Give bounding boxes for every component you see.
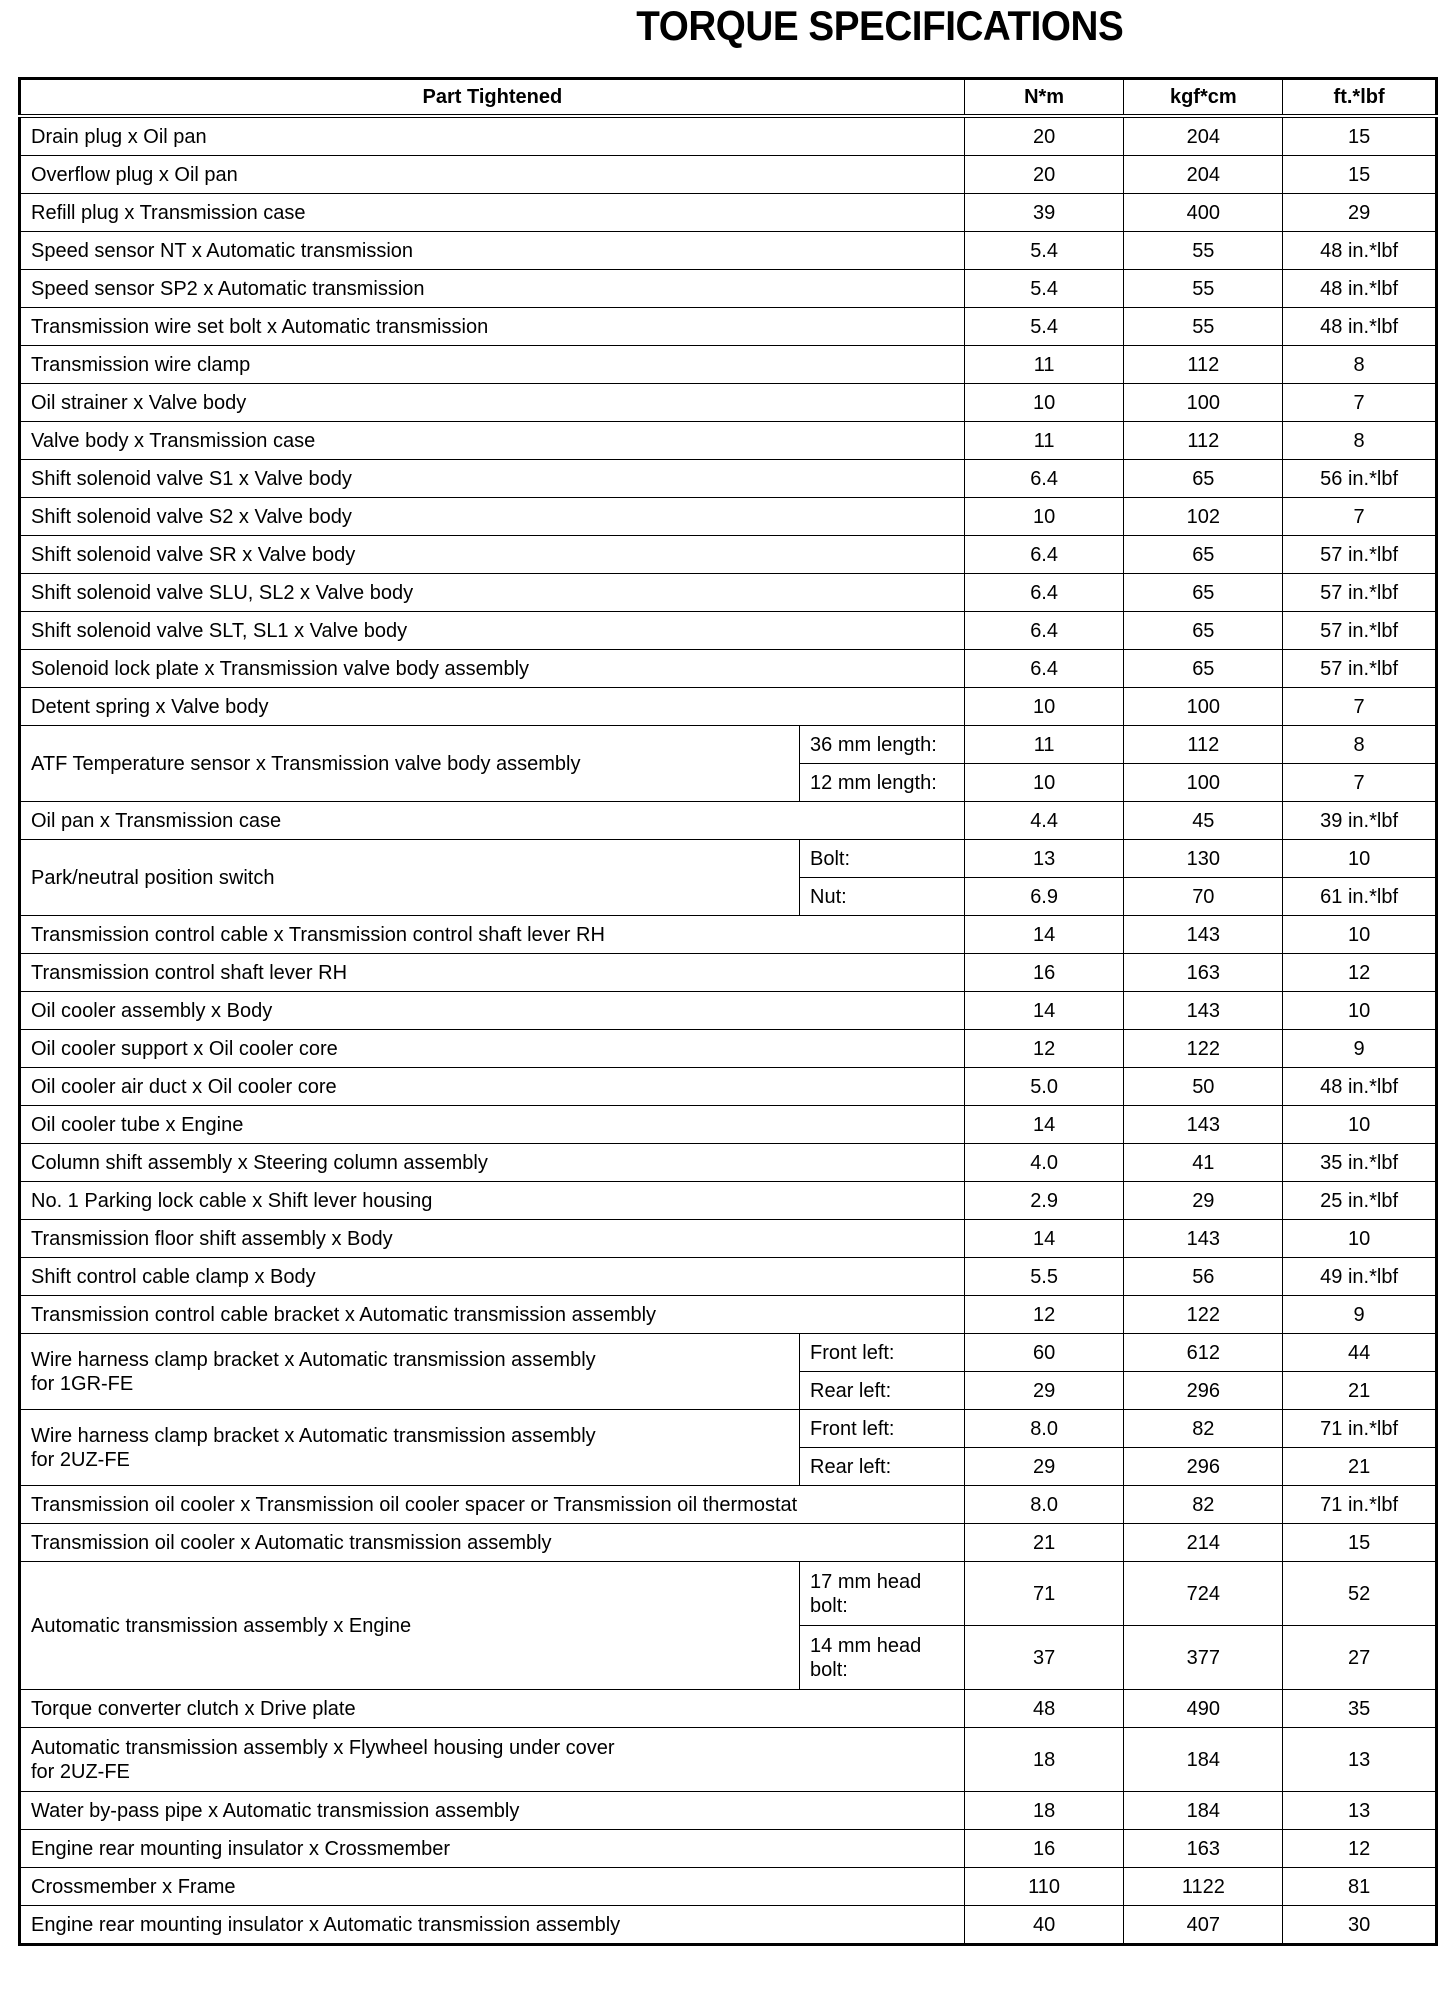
table-row <box>20 498 1437 536</box>
kgf-cm-value-cell: 122 <box>1124 1296 1283 1334</box>
table-body <box>20 116 1437 1945</box>
ft-lbf-value-cell: 10 <box>1283 916 1437 954</box>
ft-lbf-value-cell: 35 in.*lbf <box>1283 1144 1437 1182</box>
kgf-cm-value-cell: 45 <box>1124 802 1283 840</box>
ft-lbf-value-cell: 8 <box>1283 422 1437 460</box>
kgf-cm-value-cell: 50 <box>1124 1068 1283 1106</box>
ft-lbf-value-cell: 10 <box>1283 992 1437 1030</box>
part-tightened-cell: Shift solenoid valve SLT, SL1 x Valve body <box>20 612 965 650</box>
part-tightened-cell: Engine rear mounting insulator x Automatic transmission assembly <box>20 1906 965 1945</box>
part-tightened-cell: ATF Temperature sensor x Transmission valve body assembly <box>20 726 800 802</box>
table-row <box>20 1296 1437 1334</box>
kgf-cm-value-cell: 65 <box>1124 536 1283 574</box>
kgf-cm-value-cell: 204 <box>1124 116 1283 156</box>
table-row <box>20 1906 1437 1945</box>
nm-value-cell: 16 <box>964 1830 1124 1868</box>
kgf-cm-value-cell: 143 <box>1124 1106 1283 1144</box>
kgf-cm-value-cell: 214 <box>1124 1524 1283 1562</box>
ft-lbf-value-cell: 49 in.*lbf <box>1283 1258 1437 1296</box>
ft-lbf-value-cell: 25 in.*lbf <box>1283 1182 1437 1220</box>
kgf-cm-value-cell: 82 <box>1124 1486 1283 1524</box>
torque-spec-table <box>18 77 1438 1946</box>
nm-value-cell: 60 <box>964 1334 1124 1372</box>
sub-condition-cell: 12 mm length: <box>800 764 965 802</box>
part-tightened-cell: Overflow plug x Oil pan <box>20 156 965 194</box>
table-row <box>20 384 1437 422</box>
kgf-cm-value-cell: 55 <box>1124 270 1283 308</box>
part-tightened-cell: Automatic transmission assembly x Flywheel housing under cover for 2UZ-FE <box>20 1728 965 1792</box>
ft-lbf-value-cell: 9 <box>1283 1296 1437 1334</box>
part-tightened-cell: Speed sensor SP2 x Automatic transmission <box>20 270 965 308</box>
part-tightened-cell: Oil cooler support x Oil cooler core <box>20 1030 965 1068</box>
kgf-cm-value-cell: 65 <box>1124 650 1283 688</box>
part-tightened-cell: Oil cooler assembly x Body <box>20 992 965 1030</box>
ft-lbf-value-cell: 52 <box>1283 1562 1437 1626</box>
nm-value-cell: 11 <box>964 422 1124 460</box>
table-row <box>20 346 1437 384</box>
nm-value-cell: 14 <box>964 916 1124 954</box>
part-tightened-cell: Oil cooler air duct x Oil cooler core <box>20 1068 965 1106</box>
nm-value-cell: 13 <box>964 840 1124 878</box>
nm-value-cell: 6.9 <box>964 878 1124 916</box>
table-row <box>20 156 1437 194</box>
part-tightened-cell: Shift solenoid valve S2 x Valve body <box>20 498 965 536</box>
nm-value-cell: 12 <box>964 1030 1124 1068</box>
table-row <box>20 1410 1437 1448</box>
table-row <box>20 1792 1437 1830</box>
table-row <box>20 802 1437 840</box>
ft-lbf-value-cell: 7 <box>1283 764 1437 802</box>
header-nm: N*m <box>964 79 1124 117</box>
part-tightened-cell: Shift solenoid valve SLU, SL2 x Valve body <box>20 574 965 612</box>
ft-lbf-value-cell: 10 <box>1283 1220 1437 1258</box>
nm-value-cell: 39 <box>964 194 1124 232</box>
kgf-cm-value-cell: 122 <box>1124 1030 1283 1068</box>
ft-lbf-value-cell: 81 <box>1283 1868 1437 1906</box>
nm-value-cell: 6.4 <box>964 574 1124 612</box>
table-row <box>20 688 1437 726</box>
ft-lbf-value-cell: 10 <box>1283 1106 1437 1144</box>
kgf-cm-value-cell: 400 <box>1124 194 1283 232</box>
ft-lbf-value-cell: 15 <box>1283 156 1437 194</box>
nm-value-cell: 10 <box>964 688 1124 726</box>
ft-lbf-value-cell: 21 <box>1283 1372 1437 1410</box>
nm-value-cell: 21 <box>964 1524 1124 1562</box>
page-title: TORQUE SPECIFICATIONS <box>636 2 1124 49</box>
nm-value-cell: 8.0 <box>964 1486 1124 1524</box>
kgf-cm-value-cell: 100 <box>1124 384 1283 422</box>
ft-lbf-value-cell: 12 <box>1283 1830 1437 1868</box>
nm-value-cell: 11 <box>964 726 1124 764</box>
table-row <box>20 612 1437 650</box>
ft-lbf-value-cell: 30 <box>1283 1906 1437 1945</box>
kgf-cm-value-cell: 65 <box>1124 612 1283 650</box>
part-tightened-cell: Wire harness clamp bracket x Automatic transmission assembly for 2UZ-FE <box>20 1410 800 1486</box>
kgf-cm-value-cell: 112 <box>1124 422 1283 460</box>
nm-value-cell: 10 <box>964 384 1124 422</box>
ft-lbf-value-cell: 9 <box>1283 1030 1437 1068</box>
part-tightened-cell: Automatic transmission assembly x Engine <box>20 1562 800 1690</box>
part-tightened-cell: Transmission oil cooler x Automatic transmission assembly <box>20 1524 965 1562</box>
kgf-cm-value-cell: 163 <box>1124 954 1283 992</box>
nm-value-cell: 14 <box>964 992 1124 1030</box>
nm-value-cell: 11 <box>964 346 1124 384</box>
part-tightened-cell: Shift control cable clamp x Body <box>20 1258 965 1296</box>
kgf-cm-value-cell: 55 <box>1124 308 1283 346</box>
kgf-cm-value-cell: 184 <box>1124 1728 1283 1792</box>
ft-lbf-value-cell: 15 <box>1283 116 1437 156</box>
nm-value-cell: 37 <box>964 1626 1124 1690</box>
part-tightened-cell: Engine rear mounting insulator x Crossmember <box>20 1830 965 1868</box>
part-tightened-cell: Shift solenoid valve S1 x Valve body <box>20 460 965 498</box>
sub-condition-cell: 14 mm head bolt: <box>800 1626 965 1690</box>
part-tightened-cell: Detent spring x Valve body <box>20 688 965 726</box>
kgf-cm-value-cell: 65 <box>1124 460 1283 498</box>
kgf-cm-value-cell: 143 <box>1124 1220 1283 1258</box>
part-tightened-cell: Solenoid lock plate x Transmission valve body assembly <box>20 650 965 688</box>
nm-value-cell: 5.4 <box>964 308 1124 346</box>
table-row <box>20 1106 1437 1144</box>
part-tightened-cell: Transmission control shaft lever RH <box>20 954 965 992</box>
nm-value-cell: 20 <box>964 156 1124 194</box>
table-row <box>20 1144 1437 1182</box>
part-tightened-cell: Oil pan x Transmission case <box>20 802 965 840</box>
part-tightened-cell: Shift solenoid valve SR x Valve body <box>20 536 965 574</box>
part-tightened-cell: Park/neutral position switch <box>20 840 800 916</box>
header-part-tightened: Part Tightened <box>20 79 965 117</box>
ft-lbf-value-cell: 44 <box>1283 1334 1437 1372</box>
nm-value-cell: 10 <box>964 764 1124 802</box>
nm-value-cell: 12 <box>964 1296 1124 1334</box>
table-row <box>20 574 1437 612</box>
table-row <box>20 1182 1437 1220</box>
nm-value-cell: 40 <box>964 1906 1124 1945</box>
kgf-cm-value-cell: 296 <box>1124 1372 1283 1410</box>
kgf-cm-value-cell: 377 <box>1124 1626 1283 1690</box>
part-tightened-cell: Transmission control cable bracket x Automatic transmission assembly <box>20 1296 965 1334</box>
table-row <box>20 992 1437 1030</box>
part-tightened-cell: No. 1 Parking lock cable x Shift lever housing <box>20 1182 965 1220</box>
nm-value-cell: 4.4 <box>964 802 1124 840</box>
ft-lbf-value-cell: 12 <box>1283 954 1437 992</box>
ft-lbf-value-cell: 57 in.*lbf <box>1283 536 1437 574</box>
part-tightened-cell: Transmission wire set bolt x Automatic transmission <box>20 308 965 346</box>
nm-value-cell: 6.4 <box>964 612 1124 650</box>
table-row <box>20 1258 1437 1296</box>
ft-lbf-value-cell: 13 <box>1283 1792 1437 1830</box>
part-tightened-cell: Water by-pass pipe x Automatic transmission assembly <box>20 1792 965 1830</box>
ft-lbf-value-cell: 15 <box>1283 1524 1437 1562</box>
ft-lbf-value-cell: 48 in.*lbf <box>1283 308 1437 346</box>
kgf-cm-value-cell: 130 <box>1124 840 1283 878</box>
ft-lbf-value-cell: 57 in.*lbf <box>1283 574 1437 612</box>
ft-lbf-value-cell: 8 <box>1283 346 1437 384</box>
table-row <box>20 1830 1437 1868</box>
header-ft-lbf: ft.*lbf <box>1283 79 1437 117</box>
kgf-cm-value-cell: 143 <box>1124 916 1283 954</box>
table-row <box>20 840 1437 878</box>
part-tightened-cell: Column shift assembly x Steering column assembly <box>20 1144 965 1182</box>
ft-lbf-value-cell: 48 in.*lbf <box>1283 232 1437 270</box>
ft-lbf-value-cell: 57 in.*lbf <box>1283 650 1437 688</box>
ft-lbf-value-cell: 71 in.*lbf <box>1283 1410 1437 1448</box>
table-row <box>20 194 1437 232</box>
table-row <box>20 1690 1437 1728</box>
table-header-row <box>20 79 1437 117</box>
nm-value-cell: 4.0 <box>964 1144 1124 1182</box>
kgf-cm-value-cell: 296 <box>1124 1448 1283 1486</box>
table-row <box>20 232 1437 270</box>
kgf-cm-value-cell: 724 <box>1124 1562 1283 1626</box>
kgf-cm-value-cell: 41 <box>1124 1144 1283 1182</box>
ft-lbf-value-cell: 35 <box>1283 1690 1437 1728</box>
sub-condition-cell: Nut: <box>800 878 965 916</box>
nm-value-cell: 71 <box>964 1562 1124 1626</box>
kgf-cm-value-cell: 184 <box>1124 1792 1283 1830</box>
part-tightened-cell: Wire harness clamp bracket x Automatic transmission assembly for 1GR-FE <box>20 1334 800 1410</box>
kgf-cm-value-cell: 56 <box>1124 1258 1283 1296</box>
part-tightened-cell: Transmission control cable x Transmission control shaft lever RH <box>20 916 965 954</box>
nm-value-cell: 48 <box>964 1690 1124 1728</box>
kgf-cm-value-cell: 612 <box>1124 1334 1283 1372</box>
table-row <box>20 270 1437 308</box>
ft-lbf-value-cell: 13 <box>1283 1728 1437 1792</box>
nm-value-cell: 20 <box>964 116 1124 156</box>
ft-lbf-value-cell: 10 <box>1283 840 1437 878</box>
kgf-cm-value-cell: 82 <box>1124 1410 1283 1448</box>
kgf-cm-value-cell: 100 <box>1124 688 1283 726</box>
nm-value-cell: 29 <box>964 1448 1124 1486</box>
sub-condition-cell: Bolt: <box>800 840 965 878</box>
nm-value-cell: 5.0 <box>964 1068 1124 1106</box>
table-row <box>20 1334 1437 1372</box>
table-row <box>20 916 1437 954</box>
kgf-cm-value-cell: 163 <box>1124 1830 1283 1868</box>
header-kgf-cm: kgf*cm <box>1124 79 1283 117</box>
nm-value-cell: 16 <box>964 954 1124 992</box>
ft-lbf-value-cell: 29 <box>1283 194 1437 232</box>
nm-value-cell: 110 <box>964 1868 1124 1906</box>
kgf-cm-value-cell: 65 <box>1124 574 1283 612</box>
ft-lbf-value-cell: 61 in.*lbf <box>1283 878 1437 916</box>
ft-lbf-value-cell: 39 in.*lbf <box>1283 802 1437 840</box>
nm-value-cell: 14 <box>964 1220 1124 1258</box>
sub-condition-cell: Rear left: <box>800 1448 965 1486</box>
nm-value-cell: 6.4 <box>964 650 1124 688</box>
ft-lbf-value-cell: 21 <box>1283 1448 1437 1486</box>
ft-lbf-value-cell: 57 in.*lbf <box>1283 612 1437 650</box>
part-tightened-cell: Oil strainer x Valve body <box>20 384 965 422</box>
table-row <box>20 650 1437 688</box>
table-row <box>20 954 1437 992</box>
nm-value-cell: 29 <box>964 1372 1124 1410</box>
nm-value-cell: 10 <box>964 498 1124 536</box>
kgf-cm-value-cell: 204 <box>1124 156 1283 194</box>
kgf-cm-value-cell: 70 <box>1124 878 1283 916</box>
table-row <box>20 536 1437 574</box>
kgf-cm-value-cell: 102 <box>1124 498 1283 536</box>
nm-value-cell: 6.4 <box>964 536 1124 574</box>
table-row <box>20 116 1437 156</box>
table-row <box>20 1728 1437 1792</box>
part-tightened-cell: Speed sensor NT x Automatic transmission <box>20 232 965 270</box>
part-tightened-cell: Crossmember x Frame <box>20 1868 965 1906</box>
ft-lbf-value-cell: 8 <box>1283 726 1437 764</box>
ft-lbf-value-cell: 71 in.*lbf <box>1283 1486 1437 1524</box>
part-tightened-cell: Transmission wire clamp <box>20 346 965 384</box>
table-row <box>20 1486 1437 1524</box>
table-row <box>20 422 1437 460</box>
nm-value-cell: 14 <box>964 1106 1124 1144</box>
part-tightened-cell: Transmission oil cooler x Transmission oil cooler spacer or Transmission oil thermostat <box>20 1486 965 1524</box>
sub-condition-cell: Front left: <box>800 1410 965 1448</box>
table-row <box>20 1562 1437 1626</box>
table-row <box>20 1030 1437 1068</box>
kgf-cm-value-cell: 112 <box>1124 726 1283 764</box>
ft-lbf-value-cell: 7 <box>1283 384 1437 422</box>
kgf-cm-value-cell: 112 <box>1124 346 1283 384</box>
kgf-cm-value-cell: 407 <box>1124 1906 1283 1945</box>
part-tightened-cell: Oil cooler tube x Engine <box>20 1106 965 1144</box>
nm-value-cell: 5.4 <box>964 270 1124 308</box>
part-tightened-cell: Valve body x Transmission case <box>20 422 965 460</box>
nm-value-cell: 5.4 <box>964 232 1124 270</box>
table-row <box>20 308 1437 346</box>
sub-condition-cell: Front left: <box>800 1334 965 1372</box>
nm-value-cell: 8.0 <box>964 1410 1124 1448</box>
nm-value-cell: 5.5 <box>964 1258 1124 1296</box>
nm-value-cell: 18 <box>964 1728 1124 1792</box>
nm-value-cell: 18 <box>964 1792 1124 1830</box>
ft-lbf-value-cell: 27 <box>1283 1626 1437 1690</box>
nm-value-cell: 2.9 <box>964 1182 1124 1220</box>
ft-lbf-value-cell: 7 <box>1283 688 1437 726</box>
part-tightened-cell: Drain plug x Oil pan <box>20 116 965 156</box>
sub-condition-cell: 36 mm length: <box>800 726 965 764</box>
kgf-cm-value-cell: 100 <box>1124 764 1283 802</box>
kgf-cm-value-cell: 1122 <box>1124 1868 1283 1906</box>
ft-lbf-value-cell: 7 <box>1283 498 1437 536</box>
table-row <box>20 1220 1437 1258</box>
kgf-cm-value-cell: 29 <box>1124 1182 1283 1220</box>
sub-condition-cell: Rear left: <box>800 1372 965 1410</box>
nm-value-cell: 6.4 <box>964 460 1124 498</box>
sub-condition-cell: 17 mm head bolt: <box>800 1562 965 1626</box>
ft-lbf-value-cell: 48 in.*lbf <box>1283 1068 1437 1106</box>
table-row <box>20 1068 1437 1106</box>
kgf-cm-value-cell: 55 <box>1124 232 1283 270</box>
ft-lbf-value-cell: 48 in.*lbf <box>1283 270 1437 308</box>
table-row <box>20 726 1437 764</box>
ft-lbf-value-cell: 56 in.*lbf <box>1283 460 1437 498</box>
part-tightened-cell: Refill plug x Transmission case <box>20 194 965 232</box>
table-row <box>20 460 1437 498</box>
table-row <box>20 1868 1437 1906</box>
part-tightened-cell: Transmission floor shift assembly x Body <box>20 1220 965 1258</box>
kgf-cm-value-cell: 490 <box>1124 1690 1283 1728</box>
kgf-cm-value-cell: 143 <box>1124 992 1283 1030</box>
table-row <box>20 1524 1437 1562</box>
part-tightened-cell: Torque converter clutch x Drive plate <box>20 1690 965 1728</box>
